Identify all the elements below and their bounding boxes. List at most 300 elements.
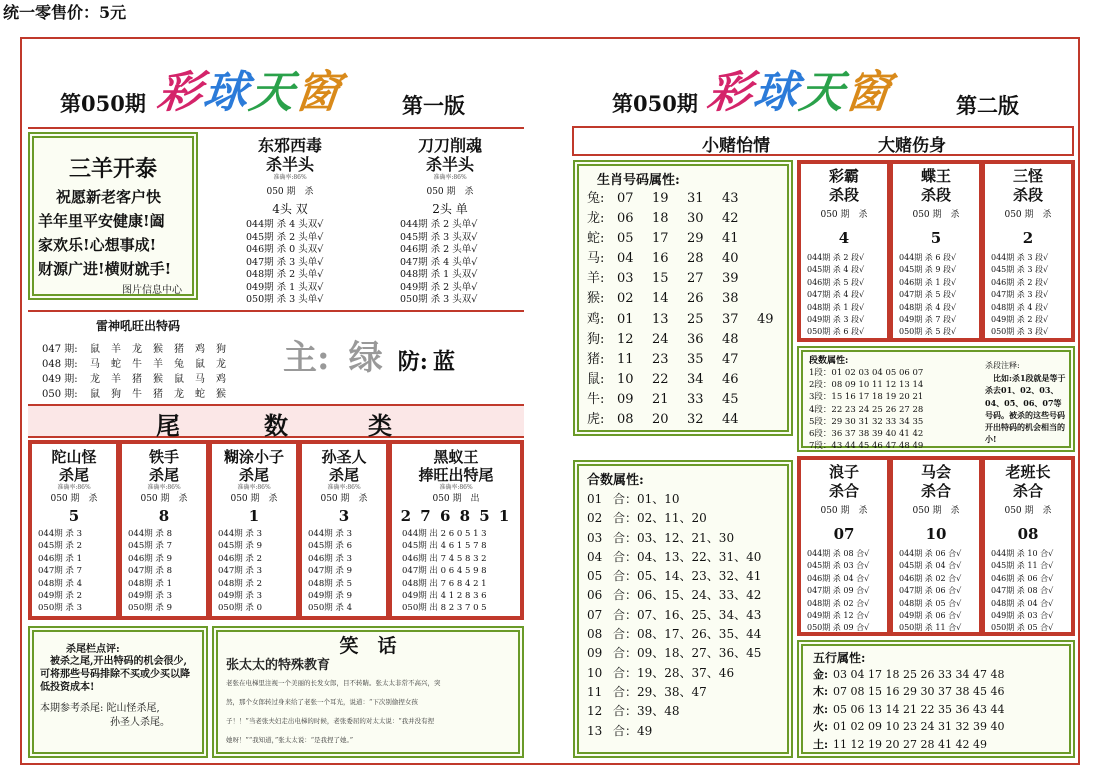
- duan-row: 046期 杀 2 段√: [991, 277, 1049, 287]
- tail-subtitle: 杀尾: [58, 466, 89, 484]
- he-row: 050期 杀 09 合√: [807, 623, 870, 633]
- heibawang-rate: 准确率:86%: [439, 484, 473, 491]
- leishen-animal: 狗: [111, 389, 121, 400]
- heibawang-row: 048期 出 7 6 8 4 2 1: [402, 578, 487, 589]
- he-head: 050 期 杀: [820, 506, 868, 516]
- tail-row: 046期 杀 3: [308, 553, 353, 564]
- greeting-box: [28, 132, 198, 300]
- shengxiao-number: 02: [617, 291, 634, 307]
- joke-line: 老张在电梯里注视一个美丽的长发女郎，目不转睛。张太太非常不高兴，突: [226, 679, 441, 687]
- heshu-row: [587, 644, 779, 663]
- dongxie-row: 045期 杀 2 头单√: [246, 231, 324, 243]
- leishen-animal: 马: [195, 374, 205, 385]
- leishen-animal: 猪: [153, 389, 163, 400]
- shengxiao-number: 23: [652, 351, 669, 367]
- shengxiao-number: 38: [722, 291, 739, 307]
- shengxiao-number: 04: [617, 251, 634, 267]
- heibawang-rows: [392, 528, 520, 615]
- he-subtitle: 杀合: [1012, 482, 1043, 500]
- duan-rows: [893, 252, 979, 339]
- shengxiao-animal: 龙:: [587, 211, 605, 227]
- dongxie-row: 047期 杀 3 头单√: [246, 256, 324, 268]
- tail-row: 048期 杀 1: [128, 578, 173, 589]
- shengxiao-row: [587, 209, 779, 229]
- duan-row: 045期 杀 4 段√: [807, 265, 865, 275]
- duan-row: 045期 杀 9 段√: [899, 265, 957, 275]
- duan-attr-title: 段数属性:: [809, 356, 849, 366]
- weishu-char: 尾: [156, 411, 180, 440]
- tail-value: 8: [158, 507, 170, 525]
- heshu-value: 合：39、48: [613, 704, 680, 719]
- heshu-value: 合：07、16、25、34、43: [613, 607, 762, 622]
- he-row: 050期 杀 05 合√: [991, 623, 1054, 633]
- duan-row: 049期 杀 7 段√: [899, 315, 957, 325]
- he-row: 050期 杀 11 合√: [899, 623, 962, 633]
- heshu-row: [587, 490, 779, 509]
- logo-char: 彩: [704, 67, 757, 118]
- wuxing-key: 土:: [813, 737, 829, 751]
- heshu-row: [587, 722, 779, 741]
- shengxiao-number: 01: [617, 311, 634, 327]
- tail-row: 045期 杀 9: [218, 541, 263, 552]
- shengxiao-number: 05: [617, 231, 634, 247]
- tail-row: 048期 杀 5: [308, 578, 353, 589]
- joke-box: [212, 626, 524, 758]
- shengxiao-number: 14: [652, 291, 669, 307]
- divider: [28, 127, 524, 129]
- shengxiao-number: 25: [687, 311, 704, 327]
- guard-value: 蓝: [432, 349, 455, 375]
- shengxiao-number: 20: [652, 412, 669, 428]
- he-row: 049期 杀 12 合√: [807, 611, 870, 621]
- leishen-animal: 鼠: [90, 389, 100, 400]
- heshu-row: [587, 702, 779, 721]
- leishen-animal: 羊: [111, 374, 121, 385]
- tail-subtitle: 杀尾: [238, 466, 269, 484]
- he-section: [797, 456, 1075, 636]
- shengxiao-number: 29: [687, 231, 704, 247]
- shengxiao-number: 49: [757, 311, 774, 327]
- duan-row: 048期 杀 1 段√: [807, 302, 865, 312]
- greeting-line: 祝愿新老客户快: [56, 188, 162, 206]
- tail-rows: [32, 528, 116, 615]
- shengxiao-number: 22: [652, 371, 669, 387]
- shengxiao-animal: 鼠:: [587, 371, 605, 387]
- duan-value: 4: [838, 229, 850, 247]
- he-title: 马会: [920, 463, 951, 481]
- he-rows: [801, 548, 887, 635]
- he-row: 048期 杀 04 合√: [991, 598, 1054, 608]
- leishen-row: [42, 372, 248, 387]
- shengxiao-row: [587, 189, 779, 209]
- shengxiao-number: 32: [687, 412, 704, 428]
- shengxiao-number: 39: [722, 271, 739, 287]
- heshu-value: 合：06、15、24、33、42: [613, 588, 762, 603]
- daodao-row: 046期 杀 2 头单√: [400, 244, 478, 255]
- heibawang-row: 047期 出 0 6 4 5 9 8: [402, 566, 487, 577]
- shengxiao-animal: 蛇:: [587, 231, 605, 247]
- shengxiao-number: 41: [722, 231, 739, 247]
- wuxing-row: [813, 683, 1059, 700]
- he-value: 10: [925, 525, 947, 543]
- shengxiao-row: [587, 370, 779, 390]
- he-row: 048期 杀 02 合√: [807, 598, 870, 608]
- tail-row: 046期 杀 1: [38, 553, 83, 564]
- daodao-row: 044期 杀 2 头单√: [400, 219, 478, 230]
- tail-row: 045期 杀 7: [128, 541, 173, 552]
- shengxiao-row: [587, 330, 779, 350]
- duan-attr-row: 6段：36 37 38 39 40 41 42: [809, 429, 924, 440]
- shengxiao-number: 36: [687, 331, 704, 347]
- shengxiao-number: 24: [652, 331, 669, 347]
- duan-head: 050 期 杀: [820, 210, 868, 220]
- dongxie-row: 048期 杀 2 头单√: [246, 269, 324, 280]
- tail-row: 050期 杀 9: [128, 603, 173, 614]
- tail-column: [118, 440, 210, 620]
- duan-row: 050期 杀 6 段√: [807, 327, 865, 337]
- shengxiao-number: 16: [652, 251, 669, 267]
- shengxiao-number: 47: [722, 351, 739, 367]
- left-logo: [154, 56, 345, 120]
- duan-head: 050 期 杀: [1004, 210, 1052, 220]
- shengxiao-number: 46: [722, 371, 739, 387]
- tail-rate: 准确率:86%: [327, 484, 361, 491]
- dongxie-value: 4头 双: [272, 202, 308, 216]
- tail-row: 048期 杀 2: [218, 578, 263, 589]
- he-column: [889, 456, 983, 636]
- heshu-key: 09: [587, 646, 603, 661]
- weishu-char: 类: [368, 411, 392, 440]
- duan-column: [889, 160, 983, 342]
- leishen-label: 049 期:: [42, 374, 78, 385]
- heshu-row: [587, 606, 779, 625]
- leishen-animal: 猴: [216, 389, 226, 400]
- tail-row: 044期 杀 3: [38, 529, 83, 539]
- heshu-box: [573, 460, 793, 758]
- shengxiao-number: 17: [652, 231, 669, 247]
- heshu-row: [587, 586, 779, 605]
- joke-line: 然，那个女郎转过身来给了老张一个耳光，说道：“下次别偷捏女孩: [226, 698, 418, 706]
- tail-column: [208, 440, 300, 620]
- daodao-subtitle: 杀半头: [425, 155, 474, 174]
- joke-line: 她呀！”“我知道，”张太太说：“是我捏了她。”: [226, 736, 354, 744]
- wuxing-row: [813, 736, 1059, 753]
- duan-row: 045期 杀 3 段√: [991, 265, 1049, 275]
- shengxiao-number: 35: [687, 351, 704, 367]
- tail-head: 050 期 杀: [320, 494, 368, 504]
- leishen-label: 047 期:: [42, 344, 78, 355]
- leishen-animal: 牛: [132, 389, 142, 400]
- he-subtitle: 杀合: [920, 482, 951, 500]
- divider: [28, 310, 524, 312]
- wuxing-title: 五行属性:: [813, 651, 866, 665]
- right-logo: [704, 56, 895, 120]
- heshu-key: 04: [587, 549, 603, 564]
- heshu-key: 05: [587, 569, 603, 584]
- tail-value: 3: [338, 507, 350, 525]
- he-row: 047期 杀 06 合√: [899, 586, 962, 596]
- shengxiao-row: [587, 229, 779, 249]
- tail-row: 044期 杀 8: [128, 529, 173, 539]
- leishen-box: [28, 316, 248, 402]
- tail-title: 糊涂小子: [223, 448, 284, 466]
- comment-ref-label: 本期参考杀尾:: [40, 703, 104, 714]
- tail-section: [28, 440, 524, 620]
- he-row: 046期 杀 02 合√: [899, 573, 962, 583]
- heibawang-row: 045期 出 4 6 1 5 7 8: [402, 541, 487, 552]
- duan-attr-row: 5段：29 30 31 32 33 34 35: [809, 416, 924, 427]
- shengxiao-row: [587, 289, 779, 309]
- tail-column: [28, 440, 120, 620]
- banner: [572, 126, 1074, 156]
- right-issue: 第050期: [612, 91, 698, 116]
- duan-title: 蝶王: [920, 167, 951, 185]
- tail-head: 050 期 杀: [140, 494, 188, 504]
- shengxiao-number: 21: [652, 391, 669, 407]
- he-rows: [985, 548, 1071, 635]
- heshu-row: [587, 567, 779, 586]
- heibawang-row: 046期 出 7 4 5 8 3 2: [402, 553, 487, 564]
- he-value: 07: [833, 525, 855, 543]
- duan-attr-row: 1段：01 02 03 04 05 06 07: [809, 368, 924, 378]
- shengxiao-animal: 狗:: [587, 331, 605, 347]
- he-column: [981, 456, 1075, 636]
- duan-row: 047期 杀 4 段√: [807, 290, 865, 300]
- wuxing-row: [813, 718, 1059, 735]
- shengxiao-number: 30: [687, 211, 704, 227]
- tail-rate: 准确率:86%: [237, 484, 271, 491]
- shengxiao-animal: 羊:: [587, 271, 605, 287]
- heshu-value: 合：49: [613, 723, 653, 738]
- shengxiao-row: [587, 269, 779, 289]
- tail-rate: 准确率:86%: [147, 484, 181, 491]
- duan-row: 046期 杀 1 段√: [899, 277, 957, 287]
- leishen-animal: 鼠: [174, 374, 184, 385]
- heshu-key: 12: [587, 704, 603, 719]
- tail-row: 050期 杀 3: [38, 603, 83, 614]
- dongxie-rate: 准确率:86%: [273, 174, 307, 181]
- shengxiao-title: 生肖号码属性:: [597, 173, 680, 188]
- leishen-animal: 羊: [153, 359, 163, 370]
- leishen-animal: 牛: [132, 359, 142, 370]
- heshu-key: 01: [587, 492, 603, 506]
- heshu-key: 07: [587, 607, 603, 622]
- tail-head: 050 期 杀: [230, 494, 278, 504]
- tail-row: 046期 杀 9: [128, 553, 173, 564]
- he-row: 047期 杀 09 合√: [807, 586, 870, 596]
- logo-char: 天: [246, 67, 299, 118]
- dongxie-head: 050 期 杀: [266, 187, 314, 197]
- tail-row: 048期 杀 4: [38, 578, 83, 589]
- heshu-row: [587, 548, 779, 567]
- dongxie-row: 044期 杀 4 头双√: [246, 219, 324, 230]
- shengxiao-number: 44: [722, 412, 739, 428]
- leishen-row: [42, 357, 248, 372]
- greeting-line: 财源广进!横财就手!: [38, 260, 172, 278]
- wuxing-row: [813, 701, 1059, 718]
- tail-row: 050期 杀 0: [218, 603, 263, 614]
- dongxie-row: 049期 杀 1 头双√: [246, 281, 324, 293]
- he-row: 046期 杀 06 合√: [991, 573, 1054, 583]
- duan-row: 044期 杀 6 段√: [899, 253, 957, 262]
- he-row: 047期 杀 08 合√: [991, 586, 1054, 596]
- heshu-key: 03: [587, 530, 603, 545]
- tail-title: 孙圣人: [321, 448, 367, 466]
- dongxie-row: 050期 杀 3 头单√: [246, 294, 324, 305]
- leishen-animal: 兔: [174, 359, 184, 370]
- leishen-animal: 鼠: [195, 359, 205, 370]
- heibawang-row: 044期 出 2 6 0 5 1 3: [402, 529, 487, 539]
- dongxie-row: 046期 杀 0 头双√: [246, 244, 324, 255]
- duan-rows: [801, 252, 887, 339]
- he-title: 老班长: [1005, 463, 1051, 481]
- shengxiao-number: 03: [617, 271, 634, 287]
- left-issue: 第050期: [60, 91, 146, 116]
- he-row: 048期 杀 05 合√: [899, 598, 962, 608]
- shengxiao-animal: 猪:: [587, 351, 605, 367]
- main-color-box: [283, 330, 455, 379]
- shengxiao-number: 33: [687, 391, 704, 407]
- leishen-animal: 猴: [153, 344, 163, 355]
- shengxiao-number: 06: [617, 211, 634, 227]
- duan-attr-row: 4段：22 23 24 25 26 27 28: [809, 404, 924, 415]
- heshu-value: 合：09、18、27、36、45: [613, 646, 762, 661]
- tail-row: 047期 杀 7: [38, 566, 83, 577]
- duan-row: 047期 杀 5 段√: [899, 290, 957, 300]
- tail-subtitle: 杀尾: [328, 466, 359, 484]
- duan-subtitle: 杀段: [1012, 186, 1043, 204]
- tail-title: 陀山怪: [51, 448, 97, 466]
- shengxiao-box: [573, 160, 793, 436]
- wuxing-key: 木:: [813, 685, 829, 699]
- greeting-line: 家欢乐!心想事成!: [38, 236, 157, 254]
- shengxiao-animal: 兔:: [587, 191, 605, 206]
- daodao-rate: 准确率:86%: [433, 174, 467, 181]
- comment-title: 杀尾栏点评:: [66, 644, 120, 655]
- daodao-row: 045期 杀 3 头双√: [400, 231, 478, 243]
- logo-char: 窗: [292, 67, 345, 118]
- shengxiao-number: 15: [652, 271, 669, 287]
- dongxie-title: 东邪西毒: [257, 136, 322, 155]
- daodao-value: 2头 单: [432, 202, 468, 216]
- shengxiao-number: 12: [617, 331, 634, 347]
- logo-char: 球: [200, 67, 253, 118]
- he-row: 045期 杀 11 合√: [991, 561, 1054, 571]
- tail-row: 049期 杀 3: [128, 591, 173, 602]
- daodao-row: 047期 杀 4 头单√: [400, 256, 478, 268]
- duan-attr-row: 7段：43 44 45 46 47 48 49: [809, 441, 924, 452]
- he-subtitle: 杀合: [828, 482, 859, 500]
- duan-row: 049期 杀 3 段√: [807, 315, 865, 325]
- guard-label: 防:: [397, 349, 428, 375]
- he-rows: [893, 548, 979, 635]
- he-head: 050 期 杀: [912, 506, 960, 516]
- tail-row: 047期 杀 3: [218, 566, 263, 577]
- shengxiao-animal: 虎:: [587, 412, 605, 428]
- joke-subtitle: 张太太的特殊教育: [226, 658, 331, 673]
- heshu-row: [587, 664, 779, 683]
- heibawang-column: [388, 440, 524, 620]
- leishen-animal: 鸡: [216, 374, 226, 385]
- heshu-key: 02: [587, 511, 603, 526]
- shengxiao-number: 27: [687, 271, 704, 287]
- logo-char: 彩: [154, 67, 207, 118]
- he-head: 050 期 杀: [1004, 506, 1052, 516]
- tail-row: 045期 杀 2: [38, 541, 83, 552]
- tail-rows: [212, 528, 296, 615]
- shengxiao-row: [587, 310, 779, 330]
- daodao-row: 050期 杀 3 头双√: [400, 294, 478, 305]
- tail-value: 5: [68, 507, 80, 525]
- tail-rows: [302, 528, 386, 615]
- tail-row: 047期 杀 9: [308, 566, 353, 577]
- daodao-head: 050 期 杀: [426, 187, 474, 197]
- tail-row: 046期 杀 2: [218, 553, 263, 564]
- heshu-key: 08: [587, 627, 603, 642]
- duan-subtitle: 杀段: [920, 186, 951, 204]
- greeting-line: 羊年里平安健康!阖: [38, 212, 165, 230]
- wuxing-value: 01 02 09 10 23 24 31 32 39 40: [833, 720, 1005, 734]
- duan-row: 048期 杀 4 段√: [991, 302, 1049, 312]
- heshu-value: 合：04、13、22、31、40: [613, 549, 762, 564]
- duan-row: 050期 杀 3 段√: [991, 327, 1049, 337]
- he-column: [797, 456, 891, 636]
- he-row: 044期 杀 06 合√: [899, 549, 962, 558]
- shengxiao-number: 09: [617, 391, 634, 407]
- shengxiao-animal: 猴:: [587, 291, 605, 307]
- shengxiao-number: 37: [722, 311, 739, 327]
- duan-head: 050 期 杀: [912, 210, 960, 220]
- he-row: 045期 杀 04 合√: [899, 561, 962, 571]
- wuxing-value: 07 08 15 16 29 30 37 38 45 46: [833, 685, 1005, 699]
- wuxing-value: 05 06 13 14 21 22 35 36 43 44: [833, 702, 1005, 716]
- shengxiao-number: 11: [617, 351, 634, 367]
- heshu-value: 合：05、14、23、32、41: [613, 569, 762, 584]
- comment-ref2: 孙圣人杀尾。: [110, 717, 170, 728]
- he-row: 044期 杀 10 合√: [991, 549, 1054, 558]
- left-edition: 第一版: [402, 93, 465, 118]
- shengxiao-row: [587, 390, 779, 410]
- tail-row: 050期 杀 4: [308, 603, 353, 614]
- duan-value: 2: [1022, 229, 1034, 247]
- duan-rows: [985, 252, 1071, 339]
- leishen-animal: 鸡: [195, 344, 205, 355]
- heshu-key: 13: [587, 723, 603, 738]
- heshu-key: 11: [587, 684, 603, 699]
- leishen-animal: 蛇: [111, 359, 121, 370]
- retail-price: 统一零售价：5元: [3, 3, 127, 22]
- wuxing-value: 03 04 17 18 25 26 33 34 47 48: [833, 668, 1005, 681]
- comment-box: [28, 626, 208, 758]
- banner-right: 大赌伤身: [878, 136, 946, 156]
- daodao-box: [380, 136, 520, 307]
- shengxiao-number: 07: [617, 191, 634, 206]
- leishen-animal: 马: [90, 359, 100, 370]
- duan-title: 三怪: [1012, 167, 1043, 185]
- shengxiao-number: 18: [652, 211, 669, 227]
- duan-row: 049期 杀 2 段√: [991, 315, 1049, 325]
- heshu-value: 合：01、10: [613, 492, 680, 506]
- tail-value: 1: [248, 507, 260, 525]
- duan-row: 050期 杀 5 段√: [899, 327, 957, 337]
- shengxiao-number: 28: [687, 251, 704, 267]
- main-value: 绿: [348, 338, 383, 378]
- tail-column: [298, 440, 390, 620]
- duan-row: 044期 杀 2 段√: [807, 253, 865, 262]
- heshu-row: [587, 509, 779, 528]
- heshu-row: [587, 625, 779, 644]
- leishen-animal: 龙: [132, 344, 142, 355]
